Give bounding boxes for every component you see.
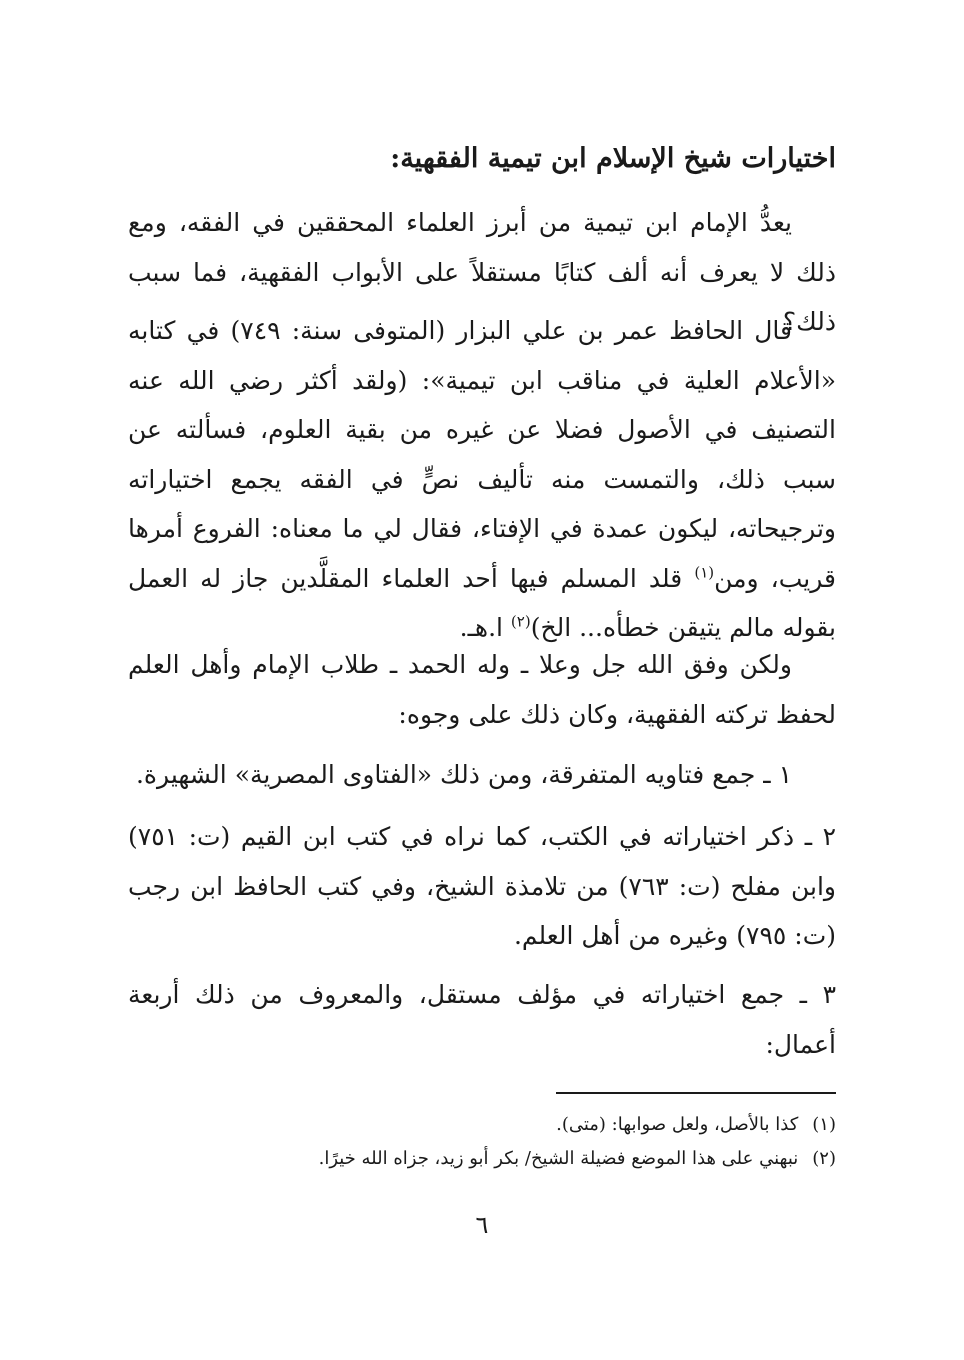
paragraph-intro: يعدُّ الإمام ابن تيمية من أبرز العلماء المحققين في الفقه، ومع ذلك لا يعرف أنه ألف كتابًا مستقلاً على الأبواب الفقهية، فما سبب ذلك؟ <box>128 208 836 336</box>
footnote-ref-2: (٢) <box>510 612 531 631</box>
quote-text-part3: ا.هـ. <box>459 613 511 642</box>
paragraph-quote <box>128 306 836 653</box>
list-item-2: ٢ ـ ذكر اختياراته في الكتب، كما نراه في كتب ابن القيم (ت: ٧٥١) وابن مفلح (ت: ٧٦٣) من تلامذة الشيخ، وفي كتب الحافظ ابن رجب (ت: ٧٩٥) وغيره من أهل العلم. <box>128 822 836 950</box>
footnote-item <box>128 1142 836 1176</box>
list-item-1: ١ ـ جمع فتاويه المتفرقة، ومن ذلك «الفتاوى المصرية» الشهيرة. <box>135 760 792 789</box>
quote-text-part2: قلد المسلم فيها أحد العلماء المقلَّدين جاز له العمل بقوله مالم يتيقن خطأه... الخ) <box>128 563 836 642</box>
list-item-3: ٣ ـ جمع اختياراته في مؤلف مستقل، والمعروف من ذلك أربعة أعمال: <box>128 980 836 1059</box>
footnote-text: نبهني على هذا الموضع فضيلة الشيخ/ بكر أبو زيد، جزاه الله خيرًا. <box>318 1148 799 1169</box>
section-heading: اختيارات شيخ الإسلام ابن تيمية الفقهية: <box>390 143 836 174</box>
footnotes-list <box>128 1108 836 1176</box>
footnote-number: (٢) <box>812 1148 836 1169</box>
footnote-divider <box>556 1092 836 1094</box>
page-number: ٦ <box>475 1211 489 1239</box>
quote-text-part1: قال الحافظ عمر بن علي البزار (المتوفى سنة: ٧٤٩) في كتابه «الأعلام العلية في مناقب ابن تيمية»: (ولقد أكثر رضي الله عنه التصنيف في الأصول فضلا عن غيره من بقية العلوم، فسألته عن سبب ذلك، والتمست منه تأليف نصٍّ في الفقه يجمع اختياراته وترجيحاته، ليكون عمدة في الإفتاء، فقال لي ما معناه: الفروع أمرها قريب، ومن <box>128 316 836 593</box>
footnote-item <box>128 1108 836 1142</box>
footnote-text: كذا بالأصل، ولعل صوابها: (متى). <box>556 1114 799 1135</box>
footnote-ref-1: (١) <box>694 563 715 582</box>
paragraph-preservation: ولكن وفق الله جل وعلا ـ وله الحمد ـ طلاب الإمام وأهل العلم لحفظ تركته الفقهية، وكان ذلك على وجوه: <box>128 650 836 729</box>
footnote-number: (١) <box>812 1114 836 1135</box>
